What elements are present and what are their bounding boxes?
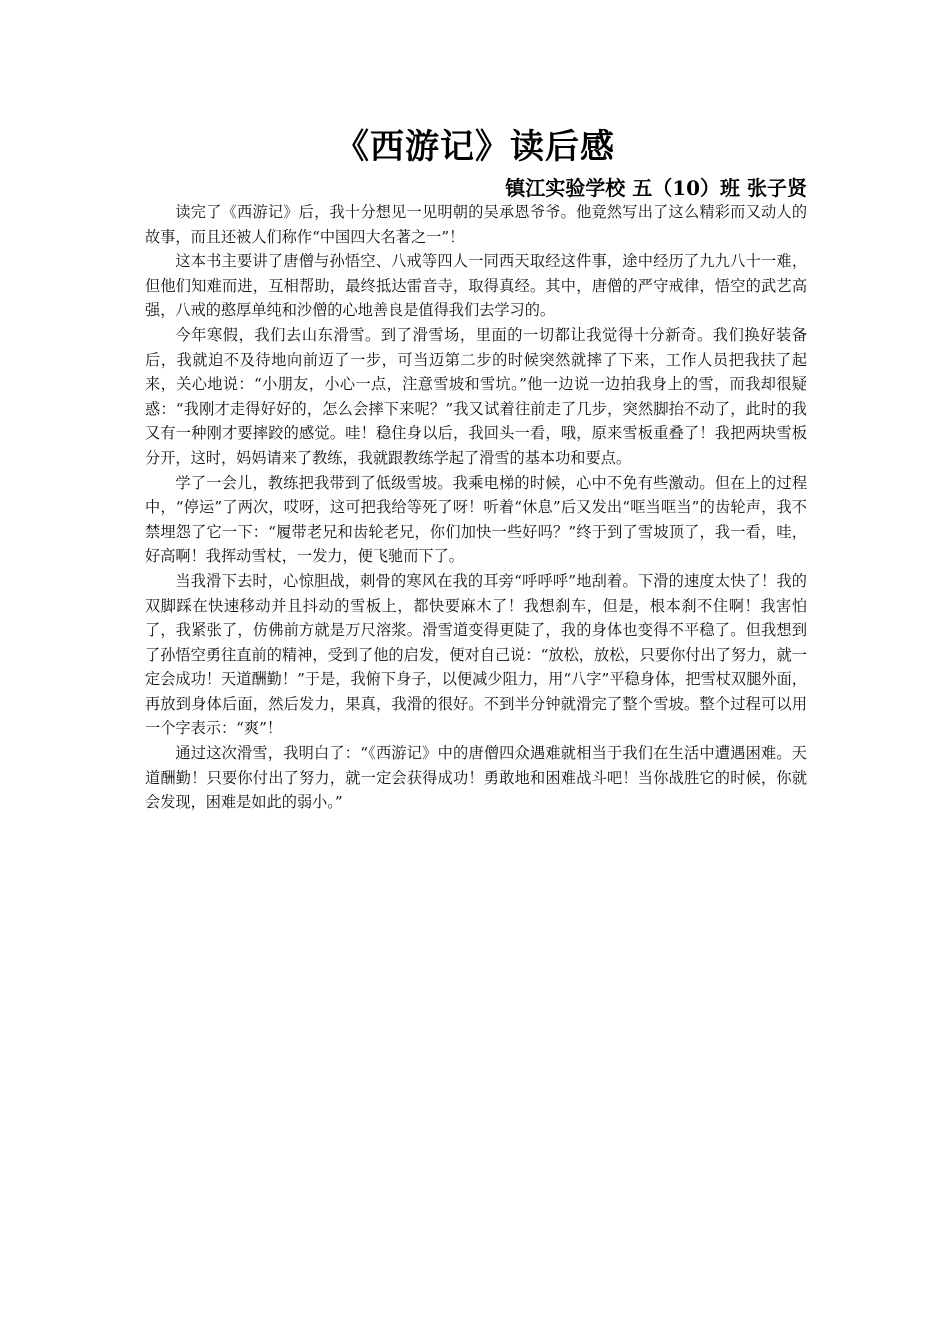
document-title: 《西游记》读后感 <box>335 127 615 167</box>
paragraph: 通过这次滑雪，我明白了：“《西游记》中的唐僧四众遇难就相当于我们在生活中遭遇困难。天道酬勤！只要你付出了努力，就一定会获得成功！勇敢地和困难战斗吧！当你战胜它的时候，你就会发现，困难是如此的弱小。” <box>145 744 807 812</box>
paragraph: 当我滑下去时，心惊胆战，刺骨的寒风在我的耳旁“呼呼呼”地刮着。下滑的速度太快了！我的双脚踩在快速移动并且抖动的雪板上，都快要麻木了！我想刹车，但是，根本刹不住啊！我害怕了，我紧张了，仿佛前方就是万尺溶浆。滑雪道变得更陡了，我的身体也变得不平稳了。但我想到了孙悟空勇往直前的精神，受到了他的启发，便对自己说：“放松，放松，只要你付出了努力，就一定会成功！天道酬勤！”于是，我俯下身子，以便减少阻力，用“八字”平稳身体，把雪杖双腿外面，再放到身体后面，然后发力，果真，我滑的很好。不到半分钟就滑完了整个雪坡。整个过程可以用一个字表示：“爽”！ <box>145 571 807 738</box>
paragraph: 这本书主要讲了唐僧与孙悟空、八戒等四人一同西天取经这件事，途中经历了九九八十一难，但他们知难而进，互相帮助，最终抵达雷音寺，取得真经。其中，唐僧的严守戒律，悟空的武艺高强，八戒的憨厚单纯和沙僧的心地善良是值得我们去学习的。 <box>145 252 807 320</box>
essay-body <box>145 200 807 815</box>
author-byline: 镇江实验学校 五（10）班 张子贤 <box>505 176 807 200</box>
paragraph: 今年寒假，我们去山东滑雪。到了滑雪场，里面的一切都让我觉得十分新奇。我们换好装备后，我就迫不及待地向前迈了一步，可当迈第二步的时候突然就摔了下来，工作人员把我扶了起来，关心地说：“小朋友，小心一点，注意雪坡和雪坑。”他一边说一边拍我身上的雪，而我却很疑惑：“我刚才走得好好的，怎么会摔下来呢？”我又试着往前走了几步，突然脚抬不动了，此时的我又有一种刚才要摔跤的感觉。哇！稳住身以后，我回头一看，哦，原来雪板重叠了！我把两块雪板分开，这时，妈妈请来了教练，我就跟教练学起了滑雪的基本功和要点。 <box>145 325 807 467</box>
paragraph: 学了一会儿，教练把我带到了低级雪坡。我乘电梯的时候，心中不免有些激动。但在上的过程中，“停运”了两次，哎呀，这可把我给等死了呀！听着“休息”后又发出“哐当哐当”的齿轮声，我不禁埋怨了它一下：“履带老兄和齿轮老兄，你们加快一些好吗？”终于到了雪坡顶了，我一看，哇，好高啊！我挥动雪杖，一发力，便飞驰而下了。 <box>145 473 807 566</box>
paragraph: 读完了《西游记》后，我十分想见一见明朝的吴承恩爷爷。他竟然写出了这么精彩而又动人的故事，而且还被人们称作“中国四大名著之一”！ <box>145 203 807 246</box>
